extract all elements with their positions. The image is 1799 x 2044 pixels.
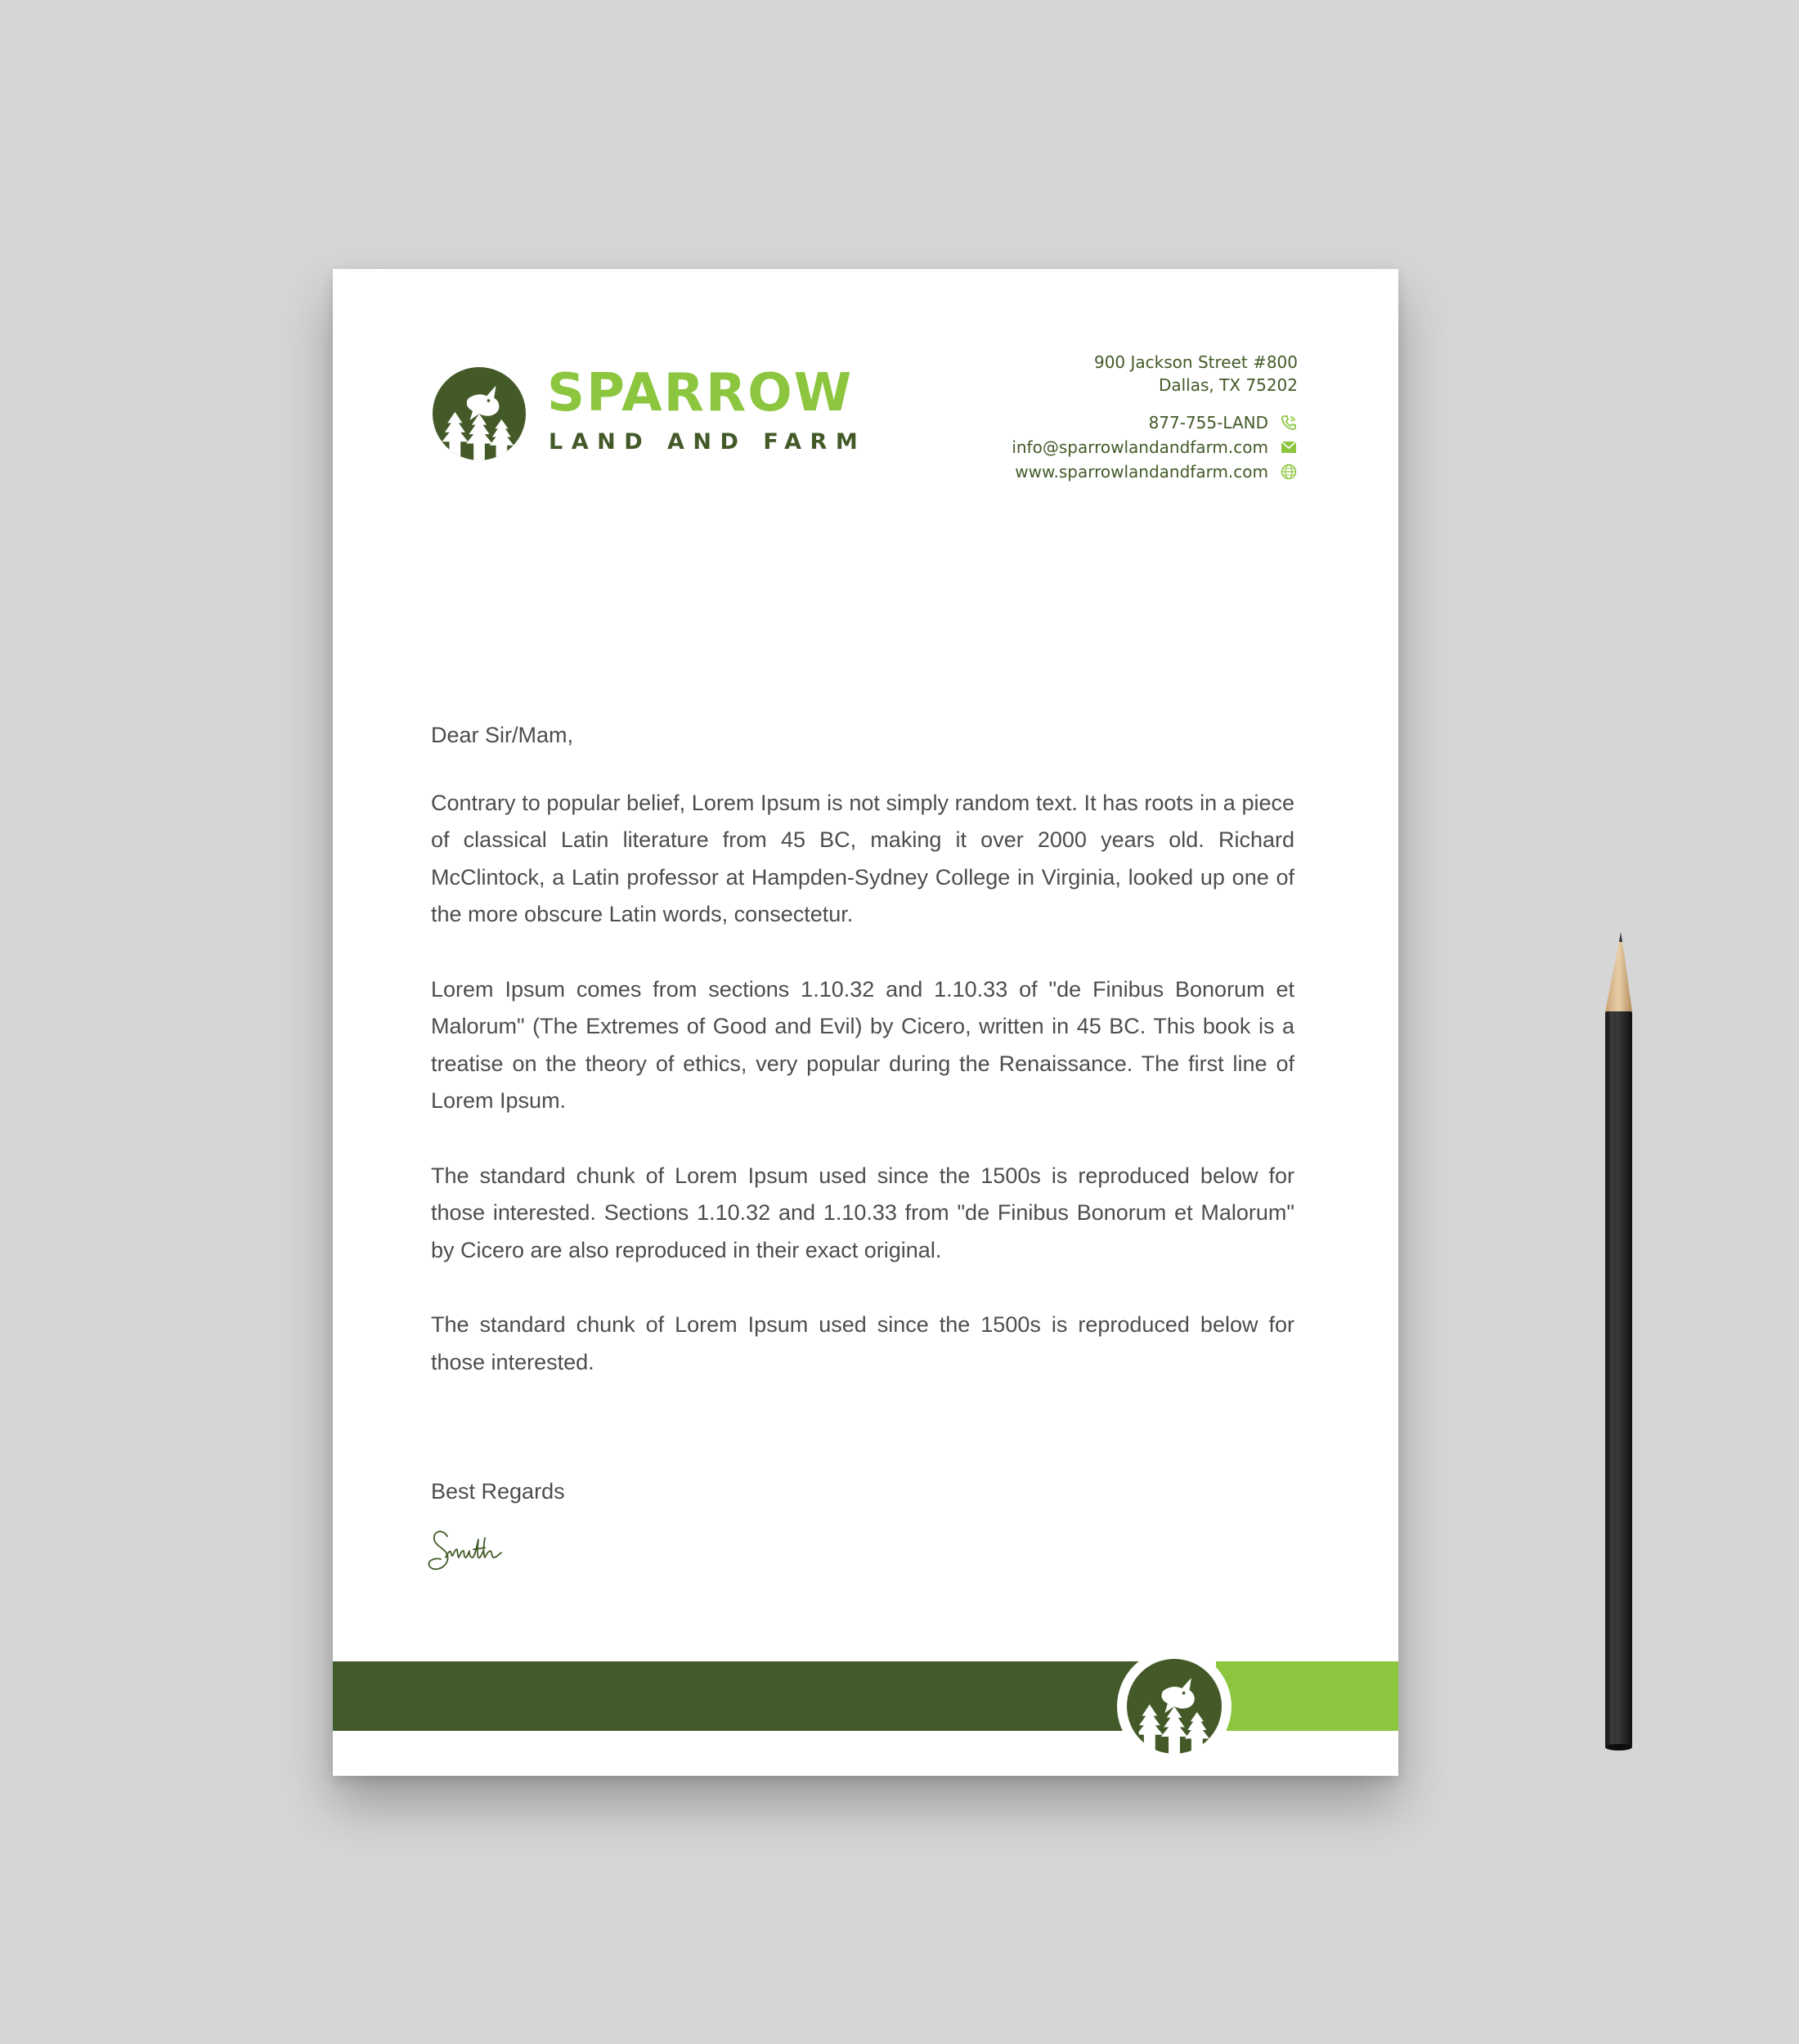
footer-band-dark <box>333 1661 1159 1731</box>
closing: Best Regards <box>431 1479 565 1504</box>
letter-body <box>431 717 1294 1419</box>
mail-icon <box>1280 438 1298 456</box>
contact-website-row <box>1012 459 1298 484</box>
footer-band-light <box>1216 1661 1398 1731</box>
website-text[interactable]: www.sparrowlandandfarm.com <box>1015 462 1268 482</box>
paragraph-3: The standard chunk of Lorem Ipsum used since the 1500s is reproduced below for those interested. Sections 1.10.32 and 1.10.33 from "de Finibus Bonorum et Malorum" by Cicero are also reproduced in their exact original. <box>431 1163 1294 1262</box>
letterhead-page <box>333 269 1398 1776</box>
paragraph-1: Contrary to popular belief, Lorem Ipsum is not simply random text. It has roots in a piece of classical Latin literature from 45 BC, making it over 2000 years old. Richard McClintock, a Latin professor at Hampden-Sydney College in Virginia, looked up one of the more obscure Latin words, consectetur. <box>431 790 1294 926</box>
signature-image <box>423 1522 521 1579</box>
phone-icon <box>1280 414 1298 432</box>
sparrow-logo-icon <box>433 367 526 460</box>
email-text[interactable]: info@sparrowlandandfarm.com <box>1012 437 1268 457</box>
paragraph-4: The standard chunk of Lorem Ipsum used since the 1500s is reproduced below for those interested. <box>431 1312 1294 1374</box>
address-line-2: Dallas, TX 75202 <box>1158 375 1298 395</box>
paragraph-2: Lorem Ipsum comes from sections 1.10.32 and 1.10.33 of "de Finibus Bonorum et Malorum" (The Extremes of Good and Evil) by Cicero, written in 45 BC. This book is a treatise on the theory of ethics, very popular during the Renaissance. The first line of Lorem Ipsum. <box>431 976 1294 1113</box>
salutation: Dear Sir/Mam, <box>431 723 574 747</box>
globe-icon <box>1280 463 1298 481</box>
contact-phone-row <box>1012 410 1298 435</box>
contact-email-row <box>1012 435 1298 459</box>
brand-tagline: LAND AND FARM <box>549 429 867 455</box>
brand-name: SPARROW <box>547 363 854 424</box>
contact-block <box>1012 351 1298 484</box>
pencil-image <box>1599 932 1640 1766</box>
address-line-1: 900 Jackson Street #800 <box>1093 352 1298 372</box>
footer-logo-icon <box>1117 1649 1231 1764</box>
phone-text: 877-755-LAND <box>1148 413 1268 433</box>
